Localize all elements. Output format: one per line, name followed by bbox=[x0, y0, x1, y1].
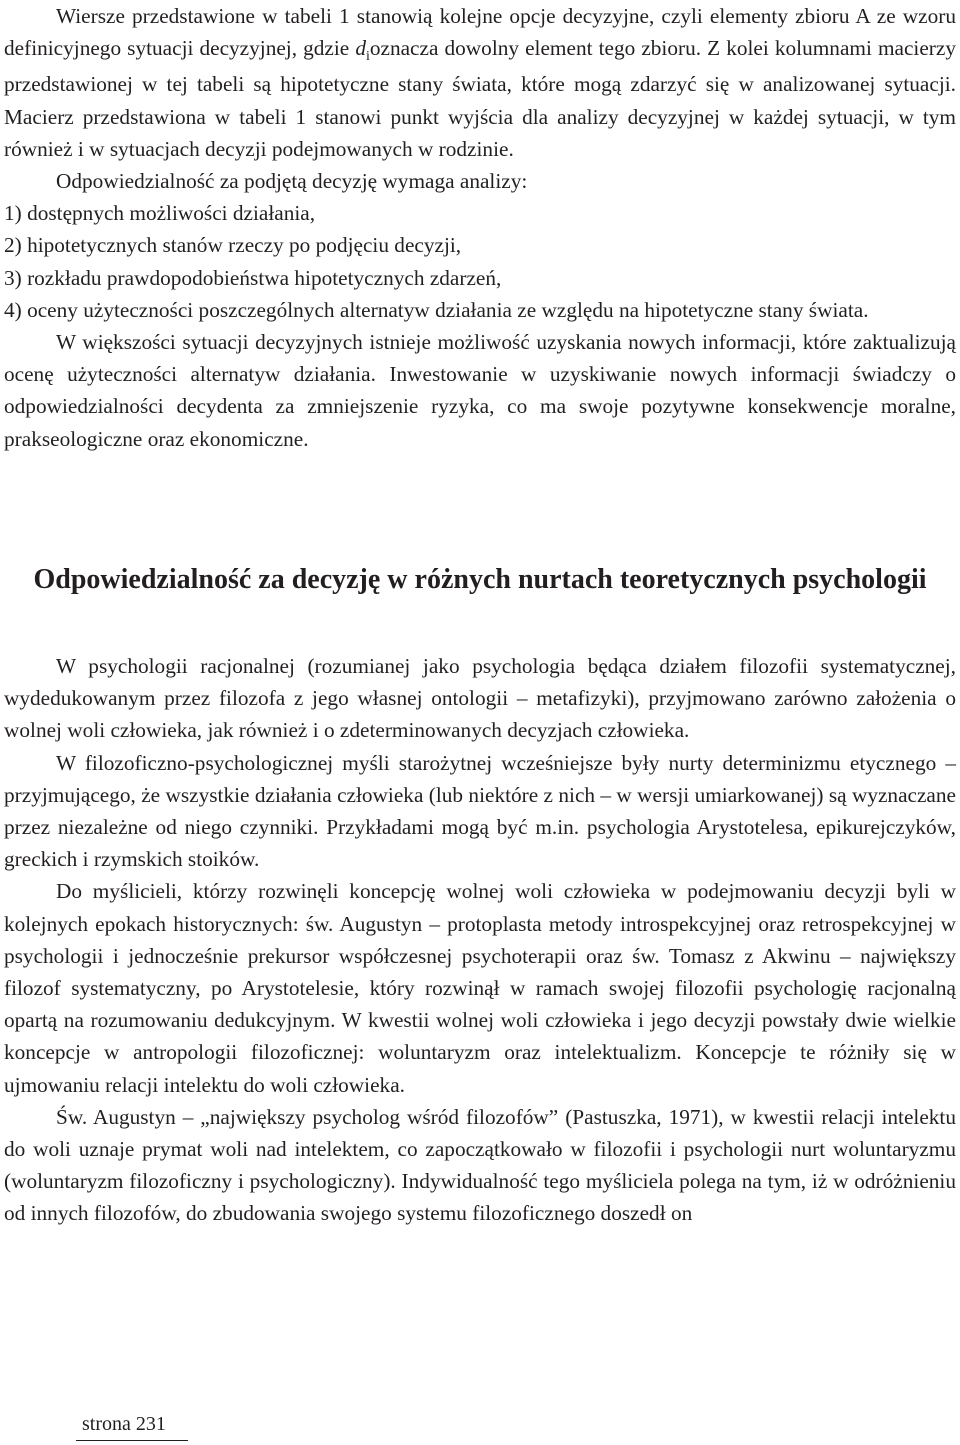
list-item: 1) dostępnych możliwości działania, bbox=[4, 201, 316, 226]
list-item: 2) hipotetycznych stanów rzeczy po podjęciu decyzji, bbox=[4, 233, 462, 258]
section-psychology bbox=[4, 650, 956, 1230]
paragraph: Do myślicieli, którzy rozwinęli koncepcję wolnej woli człowieka w podejmowaniu decyzji byli w kolejnych epokach historycznych: św. Augustyn – protoplasta metody introspekcyjnej oraz retrospekcyjnej w psychologii i jednocześnie prekursor współczesnej psychoterapii oraz św. Tomasz z Akwinu – największy filozof systematyczny, po Arystotelesie, który rozwinął w ramach swojej filozofii psychologię racjonalną opartą na rozumowaniu dedukcyjnym. W kwestii wolnej woli człowieka i jego decyzji powstały dwie wielkie koncepcje w antropologii filozoficznej: woluntaryzm oraz intelektualizm. Koncepcje te różniły się w ujmowaniu relacji intelektu do woli człowieka. bbox=[4, 879, 956, 1097]
list-item: 4) oceny użyteczności poszczególnych alternatyw działania ze względu na hipotetyczne stany świata. bbox=[4, 297, 869, 322]
section-decision-analysis bbox=[4, 0, 956, 455]
paragraph: W psychologii racjonalnej (rozumianej jako psychologia będąca działem filozofii systematycznej, wydedukowanym przez filozofa z jego własnej ontologii – metafizyki), przyjmowano zarówno założenia o wolnej woli człowieka, jak również i o zdeterminowanych decyzjach człowieka. bbox=[4, 654, 956, 743]
paragraph: Św. Augustyn – „największy psycholog wśród filozofów” (Pastuszka, 1971), w kwestii relacji intelektu do woli uznaje prymat woli nad intelektem, co zapoczątkowało w filozofii i psychologii nurt woluntaryzmu (woluntaryzm filozoficzny i psychologiczny). Indywidualność tego myśliciela polega na tym, iż w odróżnieniu od innych filozofów, do zbudowania swojego systemu filozoficznego doszedł on bbox=[4, 1104, 956, 1226]
variable-subscript: i bbox=[365, 49, 370, 65]
paragraph: W filozoficzno-psychologicznej myśli starożytnej wcześniejsze były nurty determinizmu etycznego – przyjmującego, że wszystkie działania człowieka (lub niektóre z nich – w wersji umiarkowanej) są wyznaczane przez niezależne od niego czynniki. Przykładami mogą być m.in. psychologia Arystotelesa, epikurejczyków, greckich i rzymskich stoików. bbox=[4, 750, 956, 872]
section-heading: Odpowiedzialność za decyzję w różnych nurtach teoretycznych psychologii bbox=[33, 564, 927, 595]
paragraph-decision-matrix bbox=[4, 0, 956, 165]
list-item: 3) rozkładu prawdopodobieństwa hipotetycznych zdarzeń, bbox=[4, 265, 502, 290]
paragraph-responsibility-intro: Odpowiedzialność za podjętą decyzję wymaga analizy: bbox=[56, 169, 528, 194]
page-number: strona 231 bbox=[82, 1413, 166, 1435]
paragraph-text: Wiersze przedstawione w tabeli 1 stanowią kolejne opcje decyzyjne, czyli elementy zbioru A ze wzoru definicyjnego sytuacji decyzyjnej, gdzie bbox=[4, 4, 956, 61]
footer-rule bbox=[76, 1440, 188, 1441]
paragraph-text: oznacza dowolny element tego zbioru. Z kolei kolumnami macierzy przedstawionej w tej tabeli są hipotetyczne stany świata, które mogą zdarzyć się w analizowanej sytuacji. Macierz przedstawiona w tabeli 1 stanowi punkt wyjścia dla analizy decyzyjnej w każdej sytuacji, w tym również i w sytuacjach decyzji podejmowanych w rodzinie. bbox=[4, 36, 956, 161]
paragraph-new-information: W większości sytuacji decyzyjnych istnieje możliwość uzyskania nowych informacji, które zaktualizują ocenę użyteczności alternatyw działania. Inwestowanie w uzyskiwanie nowych informacji świadczy o odpowiedzialności decydenta za zmniejszenie ryzyka, co ma swoje pozytywne konsekwencje moralne, prakseologiczne oraz ekonomiczne. bbox=[4, 330, 956, 451]
variable-d: d bbox=[355, 36, 366, 61]
